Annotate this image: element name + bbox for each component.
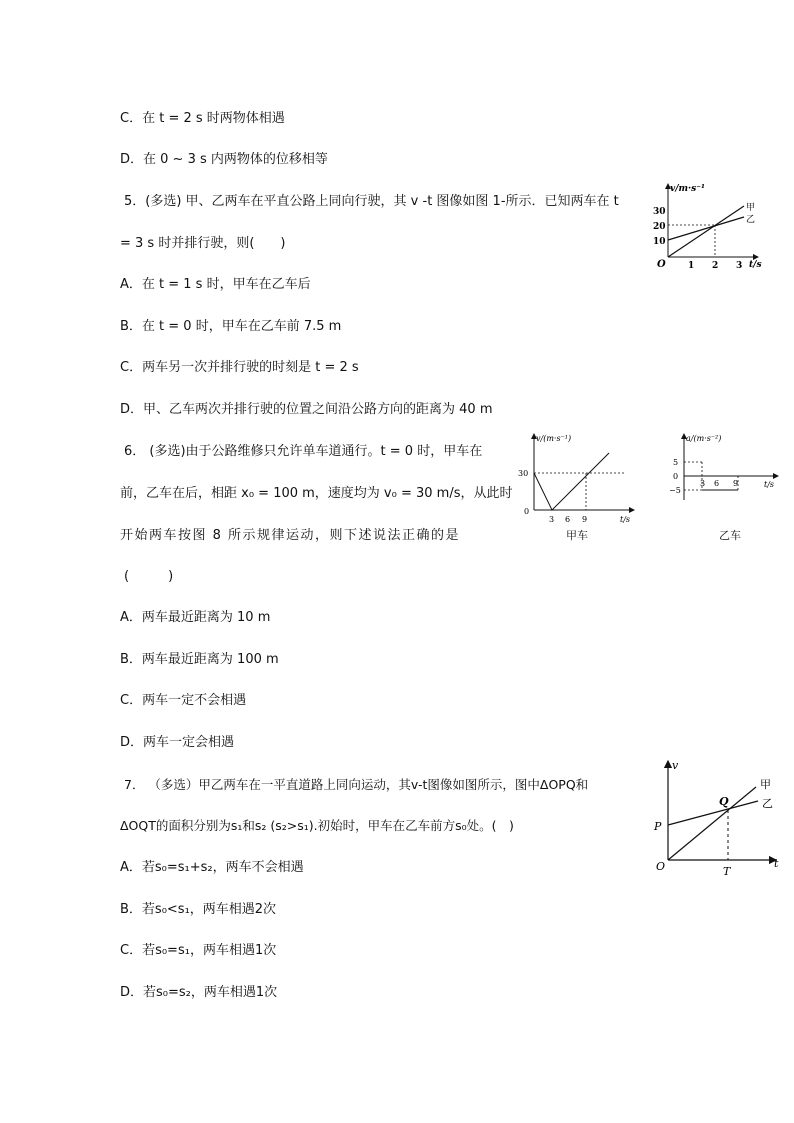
x-tick-3: 3 [700,479,706,488]
y-tick-0: 0 [673,472,679,481]
point-q-label: Q [719,795,729,808]
x-tick-9: 9 [582,515,588,524]
label-yi: 乙 [762,797,773,810]
q4-option-d: D．在 0 ~ 3 s 内两物体的位移相等 [120,152,328,167]
origin-label: 0 [524,507,530,516]
y-tick-30: 30 [518,469,529,478]
x-tick-3: 3 [549,515,555,524]
q6-stem-line4: ( ) [124,569,174,584]
q6-stem-line2: 前，乙车在后，相距 x₀ = 100 m，速度均为 v₀ = 30 m/s，从此时 [120,486,513,501]
x-tick-1: 1 [688,261,695,271]
x-axis-label: t/s [764,480,775,489]
caption-jia: 甲车 [566,529,588,542]
q6-option-a: A．两车最近距离为 10 m [120,610,271,625]
x-tick-9: 9 [733,479,739,488]
q6-option-c: C．两车一定不会相遇 [120,693,247,708]
q5-option-c: C．两车另一次并排行驶的时刻是 t = 2 s [120,360,359,375]
line-jia [534,453,609,510]
q7-option-d: D．若s₀=s₂，两车相遇1次 [120,985,278,1000]
q7-stem-line1: 7． （多选）甲乙两车在一平直道路上同向运动，其v-t图像如图所示，图中ΔOPQ和 [124,777,589,792]
label-jia: 甲 [760,778,771,791]
line-jia [668,206,744,257]
line-yi [668,217,744,240]
y-axis-label: v/m·s⁻¹ [670,184,705,194]
q6-option-b: B．两车最近距离为 100 m [120,652,279,667]
q6-jia-vt-graph [514,430,638,526]
y-axis-label: v/(m·s⁻¹) [536,434,572,443]
q6-stem-line1: 6． (多选)由于公路维修只允许单车道通行。t = 0 时，甲车在 [124,444,483,459]
line-jia [668,787,756,860]
origin-label: O [656,860,666,873]
x-tick-6: 6 [565,515,571,524]
label-yi: 乙 [746,215,756,225]
q7-option-b: B．若s₀<s₁，两车相遇2次 [120,902,277,917]
q6-option-d: D．两车一定会相遇 [120,735,235,750]
q7-vt-graph [648,755,784,881]
caption-yi: 乙车 [719,529,741,542]
y-tick-20: 20 [653,222,666,232]
y-tick-10: 10 [653,237,666,247]
q5-stem-line2: = 3 s 时并排行驶，则( ) [120,236,286,251]
x-tick-3: 3 [736,261,743,271]
q7-option-c: C．若s₀=s₁，两车相遇1次 [120,943,277,958]
q5-option-d: D．甲、乙车两次并排行驶的位置之间沿公路方向的距离为 40 m [120,402,493,417]
x-axis-label: t/s [620,515,631,524]
x-axis-label: t [774,857,779,870]
x-axis-label: t/s [749,260,762,270]
y-axis-label: v [672,759,679,772]
x-tick-6: 6 [714,479,720,488]
point-t-label: T [723,865,731,878]
q7-option-a: A．若s₀=s₁+s₂，两车不会相遇 [120,860,304,875]
q4-option-c: C．在 t = 2 s 时两物体相遇 [120,111,285,126]
y-tick-neg5: −5 [669,486,681,495]
q6-yi-at-graph [666,430,782,502]
q5-option-b: B．在 t = 0 时，甲车在乙车前 7.5 m [120,319,342,334]
q5-stem-line1: 5．(多选) 甲、乙两车在平直公路上同向行驶，其 v -t 图像如图 1-所示．已知两车在 t [124,194,619,209]
x-tick-2: 2 [712,261,719,271]
q5-option-a: A．在 t = 1 s 时，甲车在乙车后 [120,277,311,292]
q6-stem-line3: 开始两车按图 8 所示规律运动，则下述说法正确的是 [120,528,461,543]
label-jia: 甲 [746,203,756,213]
origin-label: O [657,259,666,270]
y-tick-30: 30 [653,207,666,217]
y-axis-label: a/(m·s⁻²) [686,434,722,443]
point-p-label: P [654,820,662,833]
q7-stem-line2: ΔOQT的面积分别为s₁和s₂ (s₂>s₁).初始时，甲车在乙车前方s₀处。( ) [120,818,514,833]
line-yi [668,801,758,825]
q5-vt-graph [648,180,768,272]
y-tick-5: 5 [673,458,679,467]
